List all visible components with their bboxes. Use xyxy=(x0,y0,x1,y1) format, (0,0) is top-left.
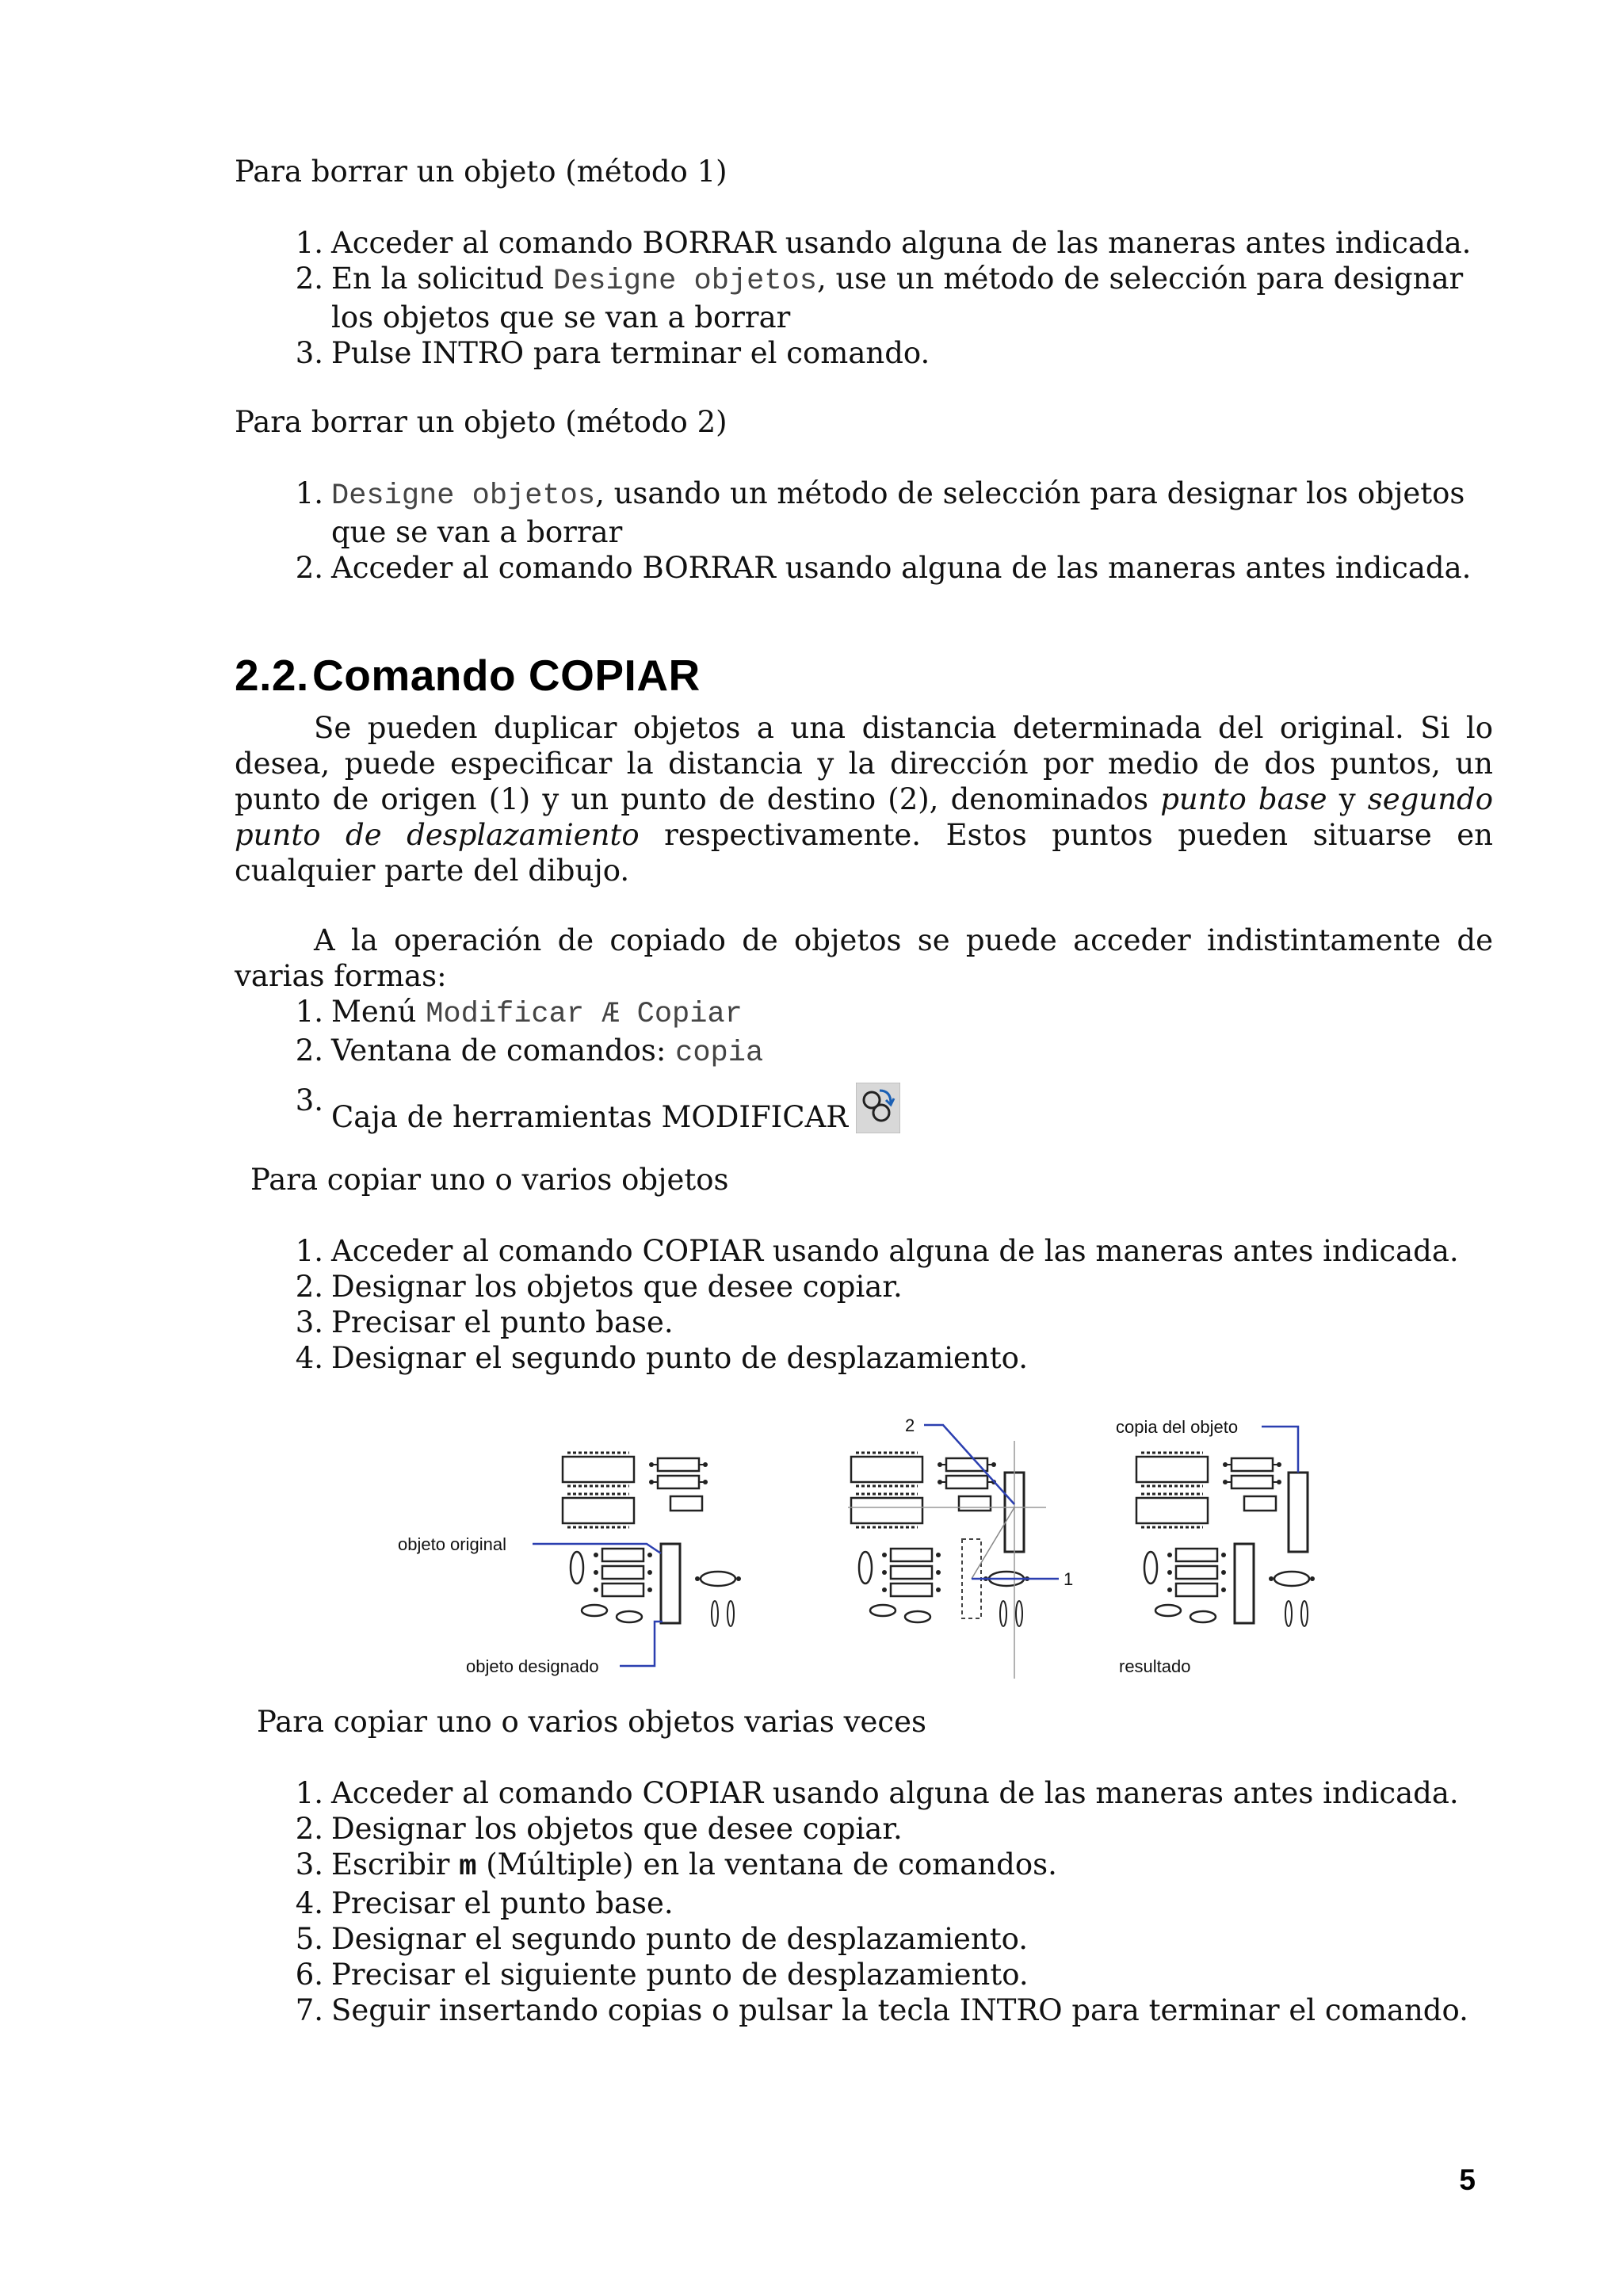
list-item: 1. Designe objetos, usando un método de selección para designar los objetos que se van a borrar xyxy=(295,476,1465,549)
list-item: 5. Designar el segundo punto de desplazamiento. xyxy=(295,1922,1029,1956)
section-heading: 2.2.Comando COPIAR xyxy=(235,651,701,700)
label-objeto-designado: objeto designado xyxy=(466,1656,599,1676)
bold-m: m xyxy=(459,1851,477,1884)
list-item: 2. Designar los objetos que desee copiar. xyxy=(295,1812,903,1846)
copy-steps xyxy=(282,1233,1487,1376)
list-item: 2. En la solicitud Designe objetos, use un método de selección para designar los objetos que se van a borrar xyxy=(295,262,1464,334)
list-item: 3. Pulse INTRO para terminar el comando. xyxy=(295,336,930,370)
label-resultado: resultado xyxy=(1119,1656,1191,1676)
copy-tool-icon xyxy=(856,1083,900,1133)
list-item: 4. Precisar el punto base. xyxy=(295,1886,674,1920)
list-item: 6. Precisar el siguiente punto de desplazamiento. xyxy=(295,1958,1029,1992)
list-item: 2. Designar los objetos que desee copiar. xyxy=(295,1270,903,1304)
label-objeto-original: objeto original xyxy=(398,1534,506,1554)
method1-title: Para borrar un objeto (método 1) xyxy=(235,155,727,189)
label-2: 2 xyxy=(905,1415,915,1435)
inline-code: Designe objetos xyxy=(552,265,817,298)
list-item: 2. Ventana de comandos: copia xyxy=(295,1033,764,1070)
panel-displacement xyxy=(848,1415,1073,1679)
intro-paragraph: Se pueden duplicar objetos a una distancia determinada del original. Si lo desea, puede especificar la distancia y la dirección por medio de dos puntos, un punto de origen (1) y un punto de destino (2), denominados punto base y segundo punto de desplazamiento respectivamente. Estos puntos pueden situarse en cualquier parte del dibujo. xyxy=(235,711,1493,888)
panel-result xyxy=(1116,1417,1315,1676)
access-list xyxy=(282,994,1487,1135)
panel-original xyxy=(398,1453,741,1676)
label-copia-del-objeto: copia del objeto xyxy=(1116,1417,1239,1437)
list-item: 3. Escribir m (Múltiple) en la ventana de comandos. xyxy=(295,1847,1057,1884)
list-item: 2. Acceder al comando BORRAR usando alguna de las maneras antes indicada. xyxy=(295,551,1472,585)
inline-code: copia xyxy=(675,1037,764,1070)
method2-title: Para borrar un objeto (método 2) xyxy=(235,405,727,439)
list-item: 3. Precisar el punto base. xyxy=(295,1305,674,1339)
multi-steps xyxy=(282,1775,1487,2028)
copy-title: Para copiar uno o varios objetos xyxy=(250,1163,729,1197)
list-item: 3. Caja de herramientas MODIFICAR xyxy=(282,1083,1487,1135)
list-item: 1. Acceder al comando BORRAR usando alguna de las maneras antes indicada. xyxy=(295,226,1472,260)
copy-diagram xyxy=(388,1409,1339,1694)
multi-title: Para copiar uno o varios objetos varias veces xyxy=(257,1705,926,1739)
method1-steps xyxy=(282,225,1487,371)
list-item: 1. Acceder al comando COPIAR usando alguna de las maneras antes indicada. xyxy=(295,1776,1459,1810)
access-paragraph: A la operación de copiado de objetos se puede acceder indistintamente de varias formas: xyxy=(235,923,1493,993)
list-item: 1. Acceder al comando COPIAR usando alguna de las maneras antes indicada. xyxy=(295,1234,1459,1268)
label-1: 1 xyxy=(1064,1569,1074,1589)
method2-steps xyxy=(282,476,1487,586)
list-item: 4. Designar el segundo punto de desplazamiento. xyxy=(295,1341,1029,1375)
inline-code: Modificar Æ Copiar xyxy=(426,998,743,1031)
page-number: 5 xyxy=(1459,2164,1476,2196)
list-item: 1. Menú Modificar Æ Copiar xyxy=(295,995,743,1031)
list-item: 7. Seguir insertando copias o pulsar la tecla INTRO para terminar el comando. xyxy=(295,1993,1468,2027)
inline-code: Designe objetos xyxy=(331,479,596,513)
